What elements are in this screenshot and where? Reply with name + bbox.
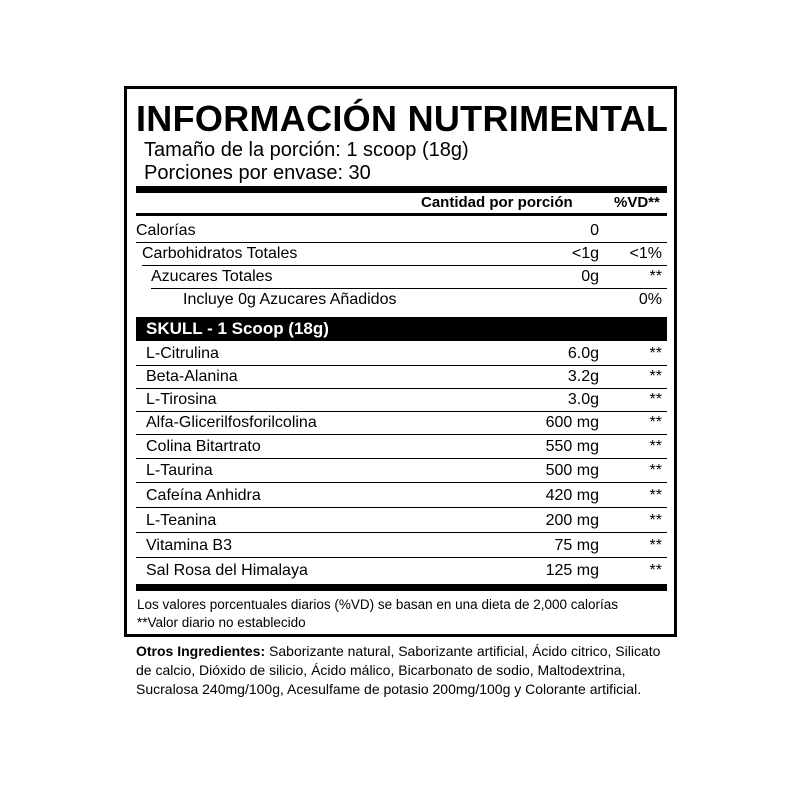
amount-column-header: Cantidad por porción bbox=[421, 194, 573, 211]
ingredient-row bbox=[136, 411, 667, 435]
blend-header-text: SKULL - 1 Scoop (18g) bbox=[146, 319, 329, 338]
nutrient-amount: 0g bbox=[581, 268, 599, 285]
nutrient-name: Carbohidratos Totales bbox=[142, 245, 298, 262]
ingredient-amount: 420 mg bbox=[545, 487, 599, 504]
nutrient-name: Azucares Totales bbox=[151, 268, 273, 285]
ingredient-name: Beta-Alanina bbox=[146, 368, 238, 385]
servings-per-container: Porciones por envase: 30 bbox=[144, 162, 371, 184]
nutrition-facts-panel bbox=[124, 86, 677, 637]
nutrient-name: Incluye 0g Azucares Añadidos bbox=[183, 291, 397, 308]
ingredient-dv: ** bbox=[649, 368, 662, 385]
nutrient-name: Calorías bbox=[136, 222, 196, 239]
ingredient-amount: 75 mg bbox=[554, 537, 599, 554]
nutrient-row bbox=[151, 265, 667, 289]
ingredient-dv: ** bbox=[649, 345, 662, 362]
ingredient-name: Sal Rosa del Himalaya bbox=[146, 562, 308, 579]
ingredient-amount: 6.0g bbox=[567, 345, 599, 362]
nutrient-dv: 0% bbox=[638, 291, 662, 308]
ingredient-name: Cafeína Anhidra bbox=[146, 487, 261, 504]
ingredient-dv: ** bbox=[649, 391, 662, 408]
ingredient-dv: ** bbox=[649, 438, 662, 455]
ingredient-amount: 3.2g bbox=[567, 368, 599, 385]
ingredient-amount: 600 mg bbox=[545, 414, 599, 431]
ingredient-name: L-Tirosina bbox=[146, 391, 217, 408]
dv-column-header: %VD** bbox=[614, 194, 660, 211]
ingredient-amount: 125 mg bbox=[545, 562, 599, 579]
thick-divider-bottom bbox=[136, 584, 667, 591]
nutrient-amount: 0 bbox=[590, 222, 599, 239]
blend-header bbox=[136, 317, 667, 341]
nutrient-dv: <1% bbox=[629, 245, 662, 262]
ingredient-amount: 3.0g bbox=[567, 391, 599, 408]
other-ingredients bbox=[136, 642, 676, 699]
nutrient-amount: <1g bbox=[571, 245, 599, 262]
ingredient-name: Vitamina B3 bbox=[146, 537, 232, 554]
ingredient-row bbox=[136, 534, 667, 558]
ingredient-dv: ** bbox=[649, 487, 662, 504]
ingredient-name: L-Teanina bbox=[146, 512, 217, 529]
ingredient-amount: 200 mg bbox=[545, 512, 599, 529]
label-title: INFORMACIÓN NUTRIMENTAL bbox=[136, 98, 669, 139]
footnote-not-established: **Valor diario no establecido bbox=[137, 615, 306, 630]
ingredient-row bbox=[136, 484, 667, 508]
serving-size: Tamaño de la porción: 1 scoop (18g) bbox=[144, 139, 469, 161]
nutrient-dv: ** bbox=[649, 268, 662, 285]
ingredient-dv: ** bbox=[649, 562, 662, 579]
header-divider bbox=[136, 213, 667, 216]
ingredient-name: L-Citrulina bbox=[146, 345, 219, 362]
nutrient-row bbox=[136, 288, 667, 311]
ingredient-name: L-Taurina bbox=[146, 462, 213, 479]
ingredient-amount: 550 mg bbox=[545, 438, 599, 455]
ingredient-amount: 500 mg bbox=[545, 462, 599, 479]
other-ingredients-text: Saborizante natural, Saborizante artificial, Ácido citrico, Silicato de calcio, Dióxido de silicio, Ácido málico, Bicarbonato de sodio, Maltodextrina, Sucralosa 240mg/100g, Acesulfame de potasio 200mg/100g y Colorante artificial. bbox=[136, 643, 661, 697]
other-ingredients-heading: Otros Ingredientes: bbox=[136, 643, 266, 659]
ingredient-dv: ** bbox=[649, 537, 662, 554]
ingredient-dv: ** bbox=[649, 512, 662, 529]
ingredient-dv: ** bbox=[649, 414, 662, 431]
footnote-dv-basis: Los valores porcentuales diarios (%VD) se basan en una dieta de 2,000 calorías bbox=[137, 597, 619, 612]
ingredient-dv: ** bbox=[649, 462, 662, 479]
ingredient-row bbox=[136, 509, 667, 533]
ingredient-row bbox=[136, 459, 667, 483]
nutrient-row bbox=[142, 242, 667, 266]
ingredient-row bbox=[136, 342, 667, 366]
ingredient-name: Alfa-Glicerilfosforilcolina bbox=[146, 414, 317, 431]
ingredient-row bbox=[136, 388, 667, 412]
thick-divider bbox=[136, 186, 667, 193]
ingredient-row bbox=[136, 365, 667, 389]
ingredient-row bbox=[136, 559, 667, 582]
ingredient-row bbox=[136, 435, 667, 459]
nutrient-row bbox=[136, 219, 667, 243]
ingredient-name: Colina Bitartrato bbox=[146, 438, 261, 455]
